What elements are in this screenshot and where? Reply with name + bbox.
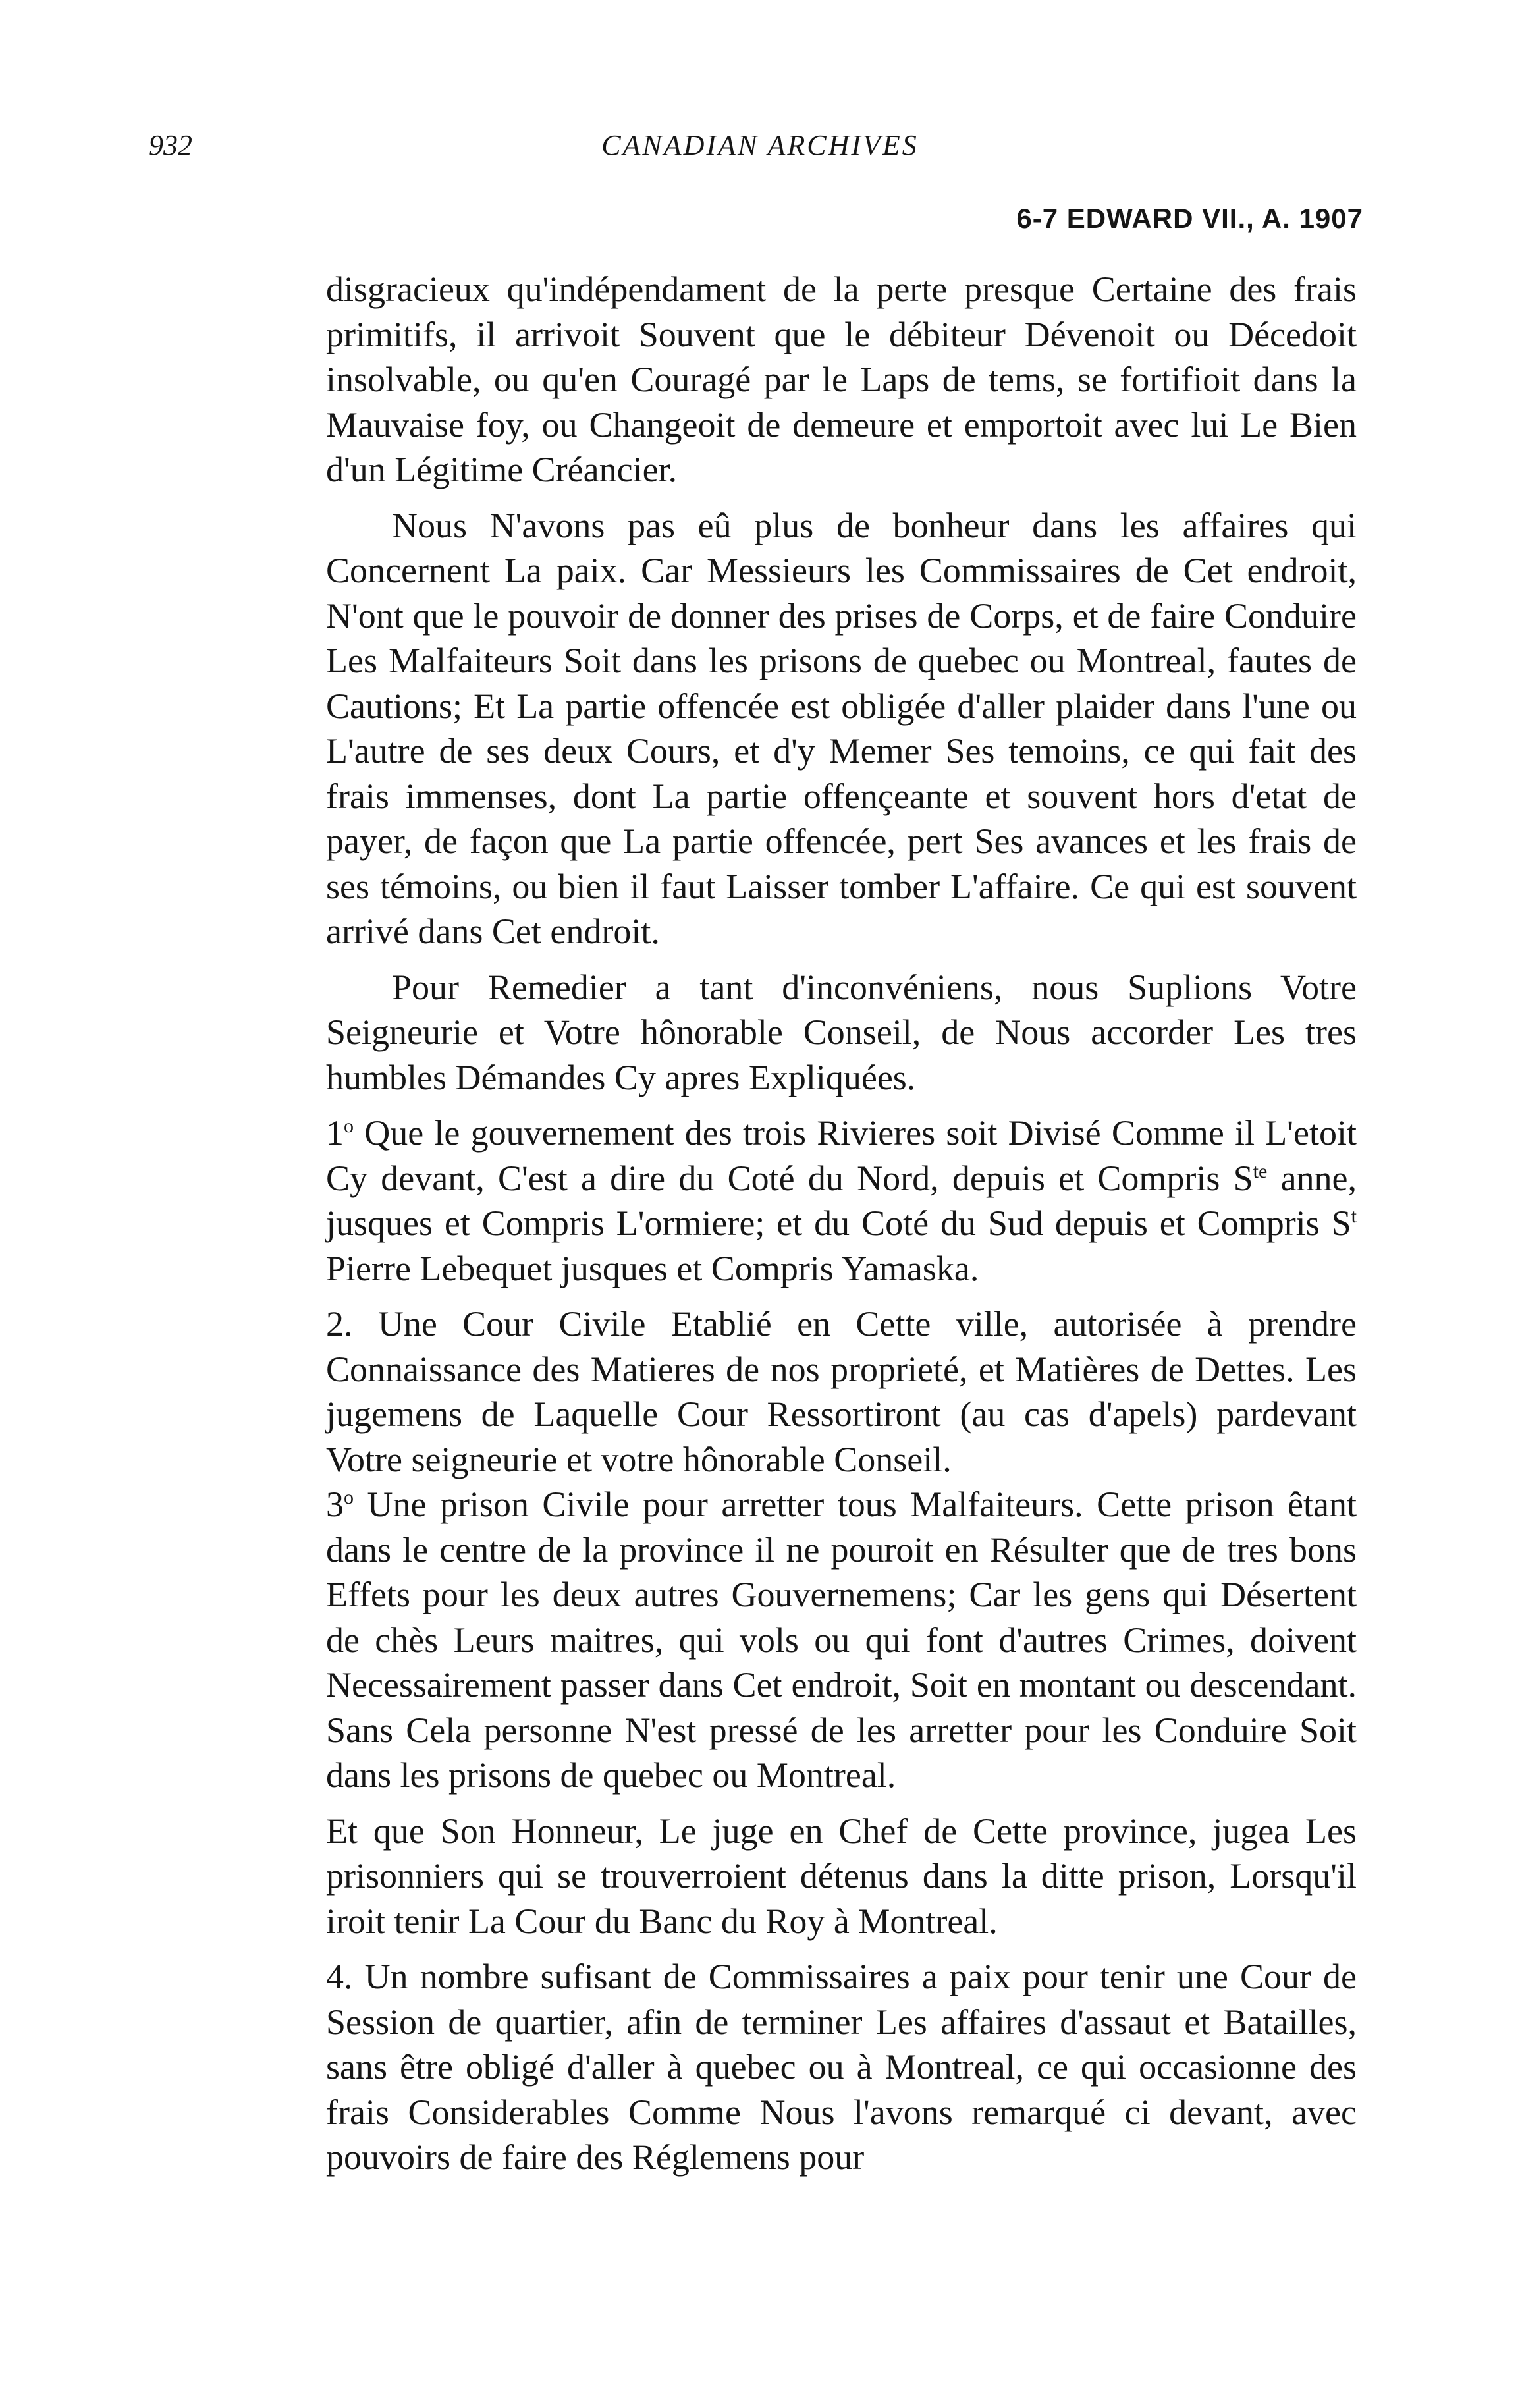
page-number: 932 xyxy=(149,129,192,161)
body-text xyxy=(326,267,1357,2180)
paragraph-5: 2. Une Cour Civile Etablié en Cette ville, autorisée à prendre Connaissance des Matieres de nos proprieté, et Matières de Dettes. Les jugemens de Laquelle Cour Ressortiront (au cas d'apels) pardevant Votre seigneurie et votre hônorable Conseil. xyxy=(326,1304,1357,1479)
paragraph-1: disgracieux qu'indépendament de la perte presque Certaine des frais primitifs, il arrivoit Souvent que le débiteur Dévenoit ou Décedoit insolvable, ou qu'en Couragé par le Laps de tems, se fortifioit dans la Mauvaise foy, ou Changeoit de demeure et emportoit avec lui Le Bien d'un Légitime Créancier. xyxy=(326,269,1357,489)
paragraph-4-text-c: Pierre Lebequet jusques et Compris Yamaska. xyxy=(326,1248,979,1288)
paragraph-7: Et que Son Honneur, Le juge en Chef de Cette province, jugea Les prisonniers qui se trouverroient détenus dans la ditte prison, Lorsqu'il iroit tenir La Cour du Banc du Roy à Montreal. xyxy=(326,1811,1357,1941)
item-number: 1 xyxy=(326,1113,344,1153)
paragraph-4 xyxy=(326,1110,1357,1291)
paragraph-4-text-b: anne, jusques et Compris L'ormiere; et du Coté du Sud depuis et Compris S xyxy=(326,1158,1357,1243)
item-number: 3 xyxy=(326,1485,344,1524)
superscript: o xyxy=(344,1115,354,1137)
superscript: t xyxy=(1351,1205,1357,1227)
running-title: CANADIAN ARCHIVES xyxy=(601,129,919,161)
paragraph-3: Pour Remedier a tant d'inconvéniens, nous Suplions Votre Seigneurie et Votre hônorable Conseil, de Nous accorder Les tres humbles Démandes Cy apres Expliquées. xyxy=(326,967,1357,1097)
superscript: te xyxy=(1253,1160,1268,1182)
paragraph-2: Nous N'avons pas eû plus de bonheur dans les affaires qui Concernent La paix. Car Messieurs les Commissaires de Cet endroit, N'ont que le pouvoir de donner des prises de Corps, et de faire Conduire Les Malfaiteurs Soit dans les prisons de quebec ou Montreal, fautes de Cautions; Et La partie offencée est obligée d'aller plaider dans l'une ou L'autre de ses deux Cours, et d'y Memer Ses temoins, ce qui fait des frais immenses, dont La partie offençeante et souvent hors d'etat de payer, de façon que La partie offencée, pert Ses avances et les frais de ses témoins, ou bien il faut Laisser tomber L'affaire. Ce qui est souvent arrivé dans Cet endroit. xyxy=(326,505,1357,951)
paragraph-8: 4. Un nombre sufisant de Commissaires a paix pour tenir une Cour de Session de quartier, afin de terminer Les affaires d'assaut et Batailles, sans être obligé d'aller à quebec ou à Montreal, ce qui occasionne des frais Considerables Comme Nous l'avons remarqué ci devant, avec pouvoirs de faire des Réglemens pour xyxy=(326,1957,1357,2177)
session-heading: 6-7 EDWARD VII., A. 1907 xyxy=(1016,203,1363,234)
paragraph-6 xyxy=(326,1482,1357,1798)
paragraph-6-text: Une prison Civile pour arretter tous Malfaiteurs. Cette prison êtant dans le centre de la province il ne pouroit en Résulter que de tres bons Effets pour les deux autres Gouvernemens; Car les gens qui Désertent de chès Leurs maitres, qui vols ou qui font d'autres Crimes, doivent Necessairement passer dans Cet endroit, Soit en montant ou descendant. Sans Cela personne N'est pressé de les arretter pour les Conduire Soit dans les prisons de quebec ou Montreal. xyxy=(326,1485,1357,1795)
superscript: o xyxy=(344,1487,354,1508)
paragraph-4-text-a: Que le gouvernement des trois Rivieres soit Divisé Comme il L'etoit Cy devant, C'est a dire du Coté du Nord, depuis et Compris S xyxy=(326,1113,1357,1198)
